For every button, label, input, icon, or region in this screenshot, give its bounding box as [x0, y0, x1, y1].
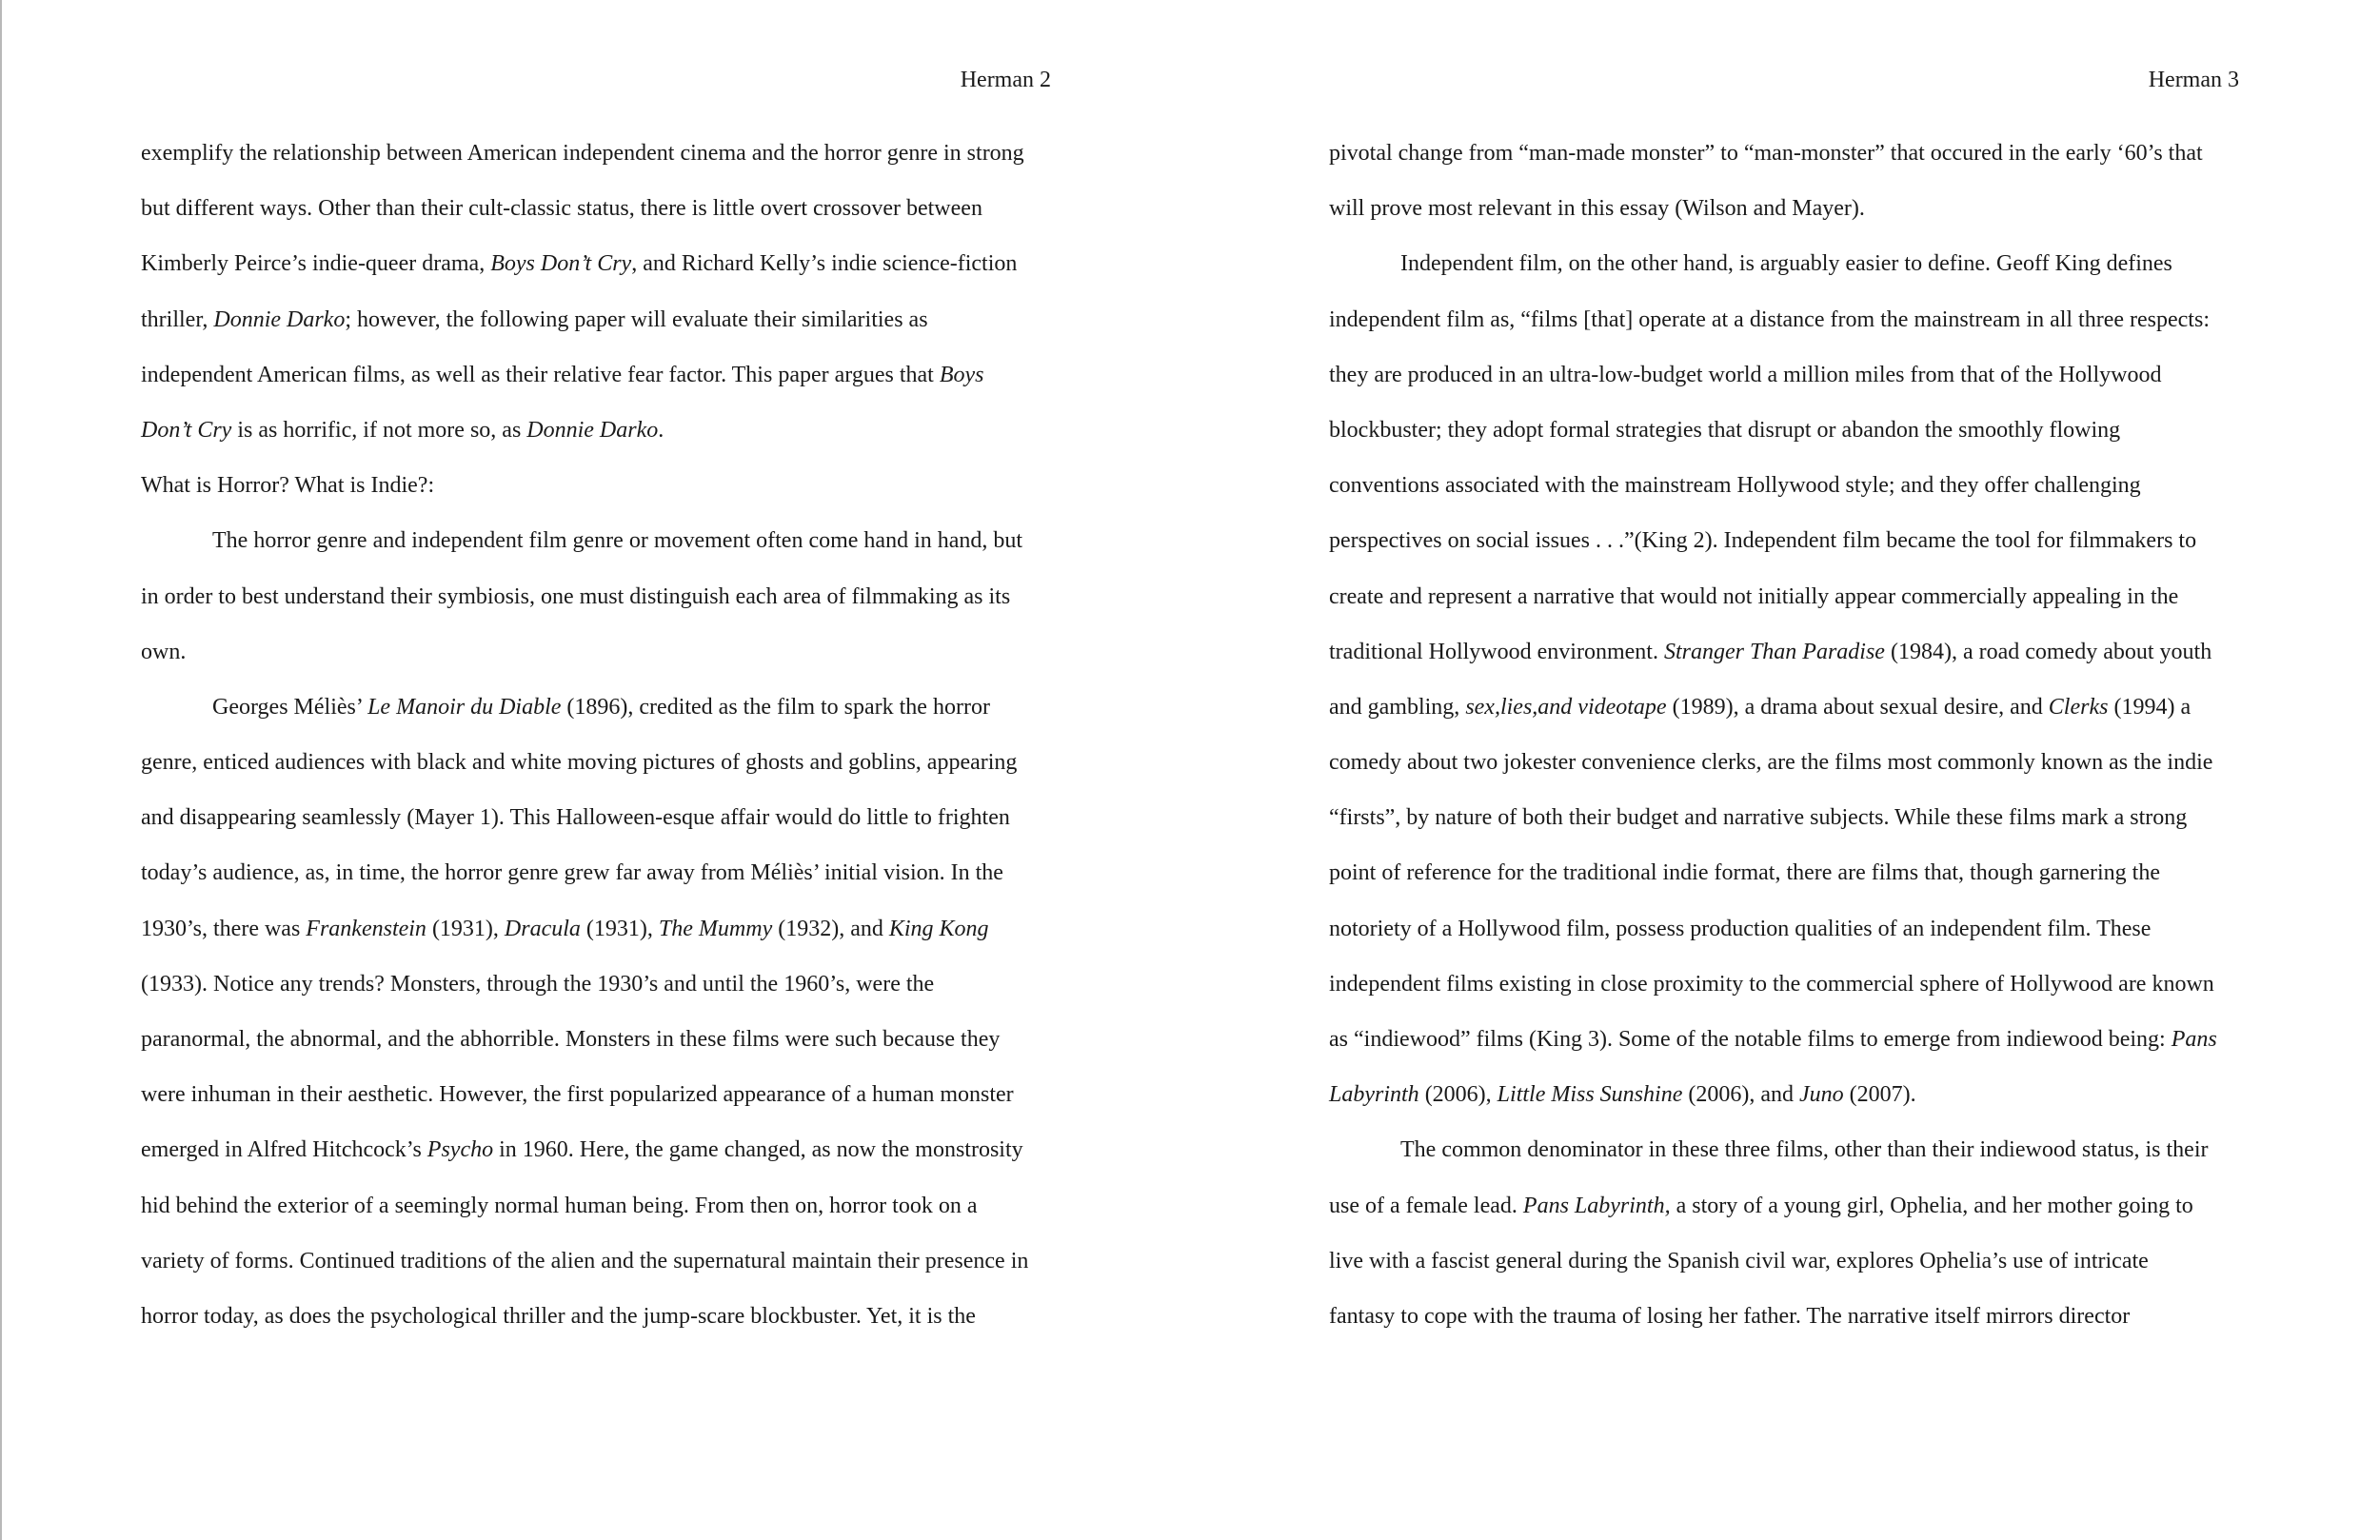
italic-title: Clerks — [2048, 694, 2109, 720]
italic-title: Donnie Darko — [526, 417, 659, 443]
text-line — [1329, 735, 2243, 790]
text-line — [1329, 901, 2243, 957]
text-run: fantasy to cope with the trauma of losing her father. The narrative itself mirrors director — [1329, 1303, 2131, 1329]
text-run: traditional Hollywood environment. — [1329, 639, 1664, 664]
text-line — [1329, 569, 2243, 624]
text-line — [141, 347, 1055, 403]
text-run: notoriety of a Hollywood film, possess production qualities of an independent film. These — [1329, 916, 2152, 941]
text-run: . — [658, 417, 664, 443]
text-run: independent film as, “films [that] operate at a distance from the mainstream in all three respects: — [1329, 306, 2210, 332]
text-line — [1329, 1012, 2243, 1067]
text-line — [141, 680, 1055, 735]
text-line — [1329, 347, 2243, 403]
page-body-text — [1329, 126, 2243, 1344]
text-run: , and Richard Kelly’s indie science-fiction — [631, 251, 1018, 277]
text-line — [141, 513, 1055, 568]
text-run: The horror genre and independent film genre or movement often come hand in hand, but — [212, 528, 1023, 554]
italic-title: Don’t Cry — [141, 417, 232, 443]
italic-title: Little Miss Sunshine — [1497, 1082, 1683, 1108]
text-line — [141, 1122, 1055, 1177]
italic-title: Pans — [2171, 1027, 2217, 1052]
text-run: (1994) a — [2108, 694, 2192, 720]
text-run: variety of forms. Continued traditions of the alien and the supernatural maintain their presence in — [141, 1248, 1029, 1273]
text-line — [1329, 845, 2243, 900]
text-line — [141, 1067, 1055, 1122]
text-line — [1329, 957, 2243, 1012]
italic-title: Dracula — [504, 916, 581, 941]
text-run: and disappearing seamlessly (Mayer 1). This Halloween-esque affair would do little to frighten — [141, 805, 1010, 831]
text-run: horror today, as does the psychological thriller and the jump-scare blockbuster. Yet, it is the — [141, 1303, 976, 1329]
text-run: blockbuster; they adopt formal strategies that disrupt or abandon the smoothly flowing — [1329, 417, 2121, 443]
text-run: “firsts”, by nature of both their budget and narrative subjects. While these films mark a strong — [1329, 805, 2188, 831]
text-line — [1329, 624, 2243, 680]
text-run: pivotal change from “man-made monster” to “man-monster” that occured in the early ‘60’s that — [1329, 141, 2203, 166]
text-run: comedy about two jokester convenience clerks — [1329, 750, 1756, 776]
italic-title: Frankenstein — [306, 916, 426, 941]
text-run: (1932), and — [772, 916, 889, 941]
text-line — [141, 292, 1055, 347]
text-run: (1989), a drama about sexual desire, and — [1666, 694, 2049, 720]
text-run: ; however, the following paper will evaluate their similarities as — [345, 306, 928, 332]
text-line — [141, 1012, 1055, 1067]
text-run: today’s audience, as, in time, the horror genre grew far away from Méliès’ initial vision. In the — [141, 860, 1003, 886]
page-left-border — [0, 0, 2, 1540]
text-line — [1329, 513, 2243, 568]
text-line — [141, 845, 1055, 900]
text-line — [141, 403, 1055, 458]
italic-title: King Kong — [888, 916, 989, 941]
text-line — [1329, 680, 2243, 735]
text-run: in order to best understand their symbiosis, one must distinguish each area of filmmaking as its — [141, 583, 1011, 609]
text-line — [1329, 1289, 2243, 1344]
italic-title: Stranger Than Paradise — [1663, 639, 1885, 664]
text-run: emerged in Alfred Hitchcock’s — [141, 1137, 427, 1163]
section-heading — [141, 458, 1055, 513]
page-body-text — [141, 126, 1055, 1344]
text-line — [1329, 1067, 2243, 1122]
text-line — [1329, 458, 2243, 513]
text-run: they are produced in an ultra-low-budget world a million miles from that of the Hollywood — [1329, 362, 2162, 387]
text-run: 1930’s, there was — [141, 916, 307, 941]
text-run: (2006), — [1418, 1082, 1497, 1108]
text-line — [1329, 236, 2243, 291]
italic-title: Pans Labyrinth, — [1522, 1193, 1671, 1218]
text-line — [141, 790, 1055, 845]
text-run: genre, enticed audiences with black and white moving pictures of ghosts and goblins, appearing — [141, 750, 1018, 776]
text-run: (1896), credited as the film to spark the horror — [561, 694, 990, 720]
italic-title: The Mummy — [658, 916, 773, 941]
text-line — [1329, 1234, 2243, 1289]
text-line — [1329, 181, 2243, 236]
text-run: were inhuman in their aesthetic. However, the first popularized appearance of a human monster — [141, 1082, 1014, 1108]
text-line — [1329, 292, 2243, 347]
italic-title: sex,lies,and videotape — [1465, 694, 1667, 720]
text-line — [141, 236, 1055, 291]
text-run: (2007). — [1843, 1082, 1916, 1108]
text-run: live with a fascist general during the Spanish civil war, explores Ophelia’s use of intricate — [1329, 1248, 2149, 1273]
text-line — [141, 1234, 1055, 1289]
text-run: Georges Méliès’ — [212, 694, 368, 720]
text-line — [141, 735, 1055, 790]
running-head: Herman 2 — [960, 68, 1051, 92]
italic-title: Psycho — [426, 1137, 494, 1163]
text-line — [141, 126, 1055, 181]
text-run: (2006), and — [1682, 1082, 1799, 1108]
text-run: independent films existing in close proximity to the commercial sphere of Hollywood are known — [1329, 971, 2214, 997]
text-run: exemplify the relationship between American independent cinema and the horror genre in strong — [141, 141, 1024, 166]
text-run: in 1960. Here, the game changed, as now the monstrosity — [493, 1137, 1023, 1163]
text-run: are the films most commonly known as the indie — [1761, 750, 2213, 776]
text-line — [1329, 1178, 2243, 1234]
text-run: perspectives on social issues . . .”(King 2). Independent film became the tool for filmmakers to — [1329, 528, 2197, 554]
text-run: hid behind the exterior of a seemingly normal human being. From then on, horror took on a — [141, 1193, 978, 1218]
text-run: The common denominator in these three films, other than their indiewood status, is their — [1400, 1137, 2209, 1163]
document-page — [141, 0, 1051, 1540]
text-run: conventions associated with the mainstream Hollywood style; and they offer challenging — [1329, 473, 2141, 499]
text-run: (1931), — [426, 916, 505, 941]
text-run: (1931), — [580, 916, 659, 941]
italic-title: Le Manoir du Diable — [367, 694, 562, 720]
text-line — [141, 569, 1055, 624]
text-line — [1329, 1122, 2243, 1177]
text-run: use of a female lead. — [1329, 1193, 1523, 1218]
document-page — [1329, 0, 2239, 1540]
text-line — [141, 624, 1055, 680]
italic-title: Donnie Darko — [213, 306, 346, 332]
text-line — [141, 901, 1055, 957]
text-run: What is Horror? What is Indie?: — [141, 473, 435, 499]
italic-title: Boys Don’t Cry — [490, 251, 632, 277]
text-run: (1933). Notice any trends? Monsters, through the 1930’s and until the 1960’s, were the — [141, 971, 935, 997]
text-line — [141, 957, 1055, 1012]
text-run: but different ways. Other than their cult-classic status, there is little overt crossover between — [141, 196, 982, 222]
text-run: paranormal, the abnormal, and the abhorrible. Monsters in these films were such because they — [141, 1027, 1001, 1052]
text-line — [1329, 126, 2243, 181]
text-run: will prove most relevant in this essay (Wilson and Mayer). — [1329, 196, 1865, 222]
text-run: create and represent a narrative that would not initially appear commercially appealing in the — [1329, 583, 2179, 609]
text-run: point of reference for the traditional indie format, there are films that, though garnering the — [1329, 860, 2160, 886]
text-run: as “indiewood” films (King 3). Some of the notable films to emerge from indiewood being: — [1329, 1027, 2172, 1052]
text-run: and gambling, — [1329, 694, 1466, 720]
text-run: thriller, — [141, 306, 214, 332]
italic-title: Labyrinth — [1329, 1082, 1419, 1108]
text-line — [141, 1178, 1055, 1234]
text-line — [1329, 790, 2243, 845]
text-run: own. — [141, 639, 187, 664]
text-run: Independent film, on the other hand, is arguably easier to define. Geoff King defines — [1400, 251, 2172, 277]
text-run: independent American films, as well as their relative fear factor. This paper argues that — [141, 362, 940, 387]
text-run: is as horrific, if not more so, as — [231, 417, 527, 443]
italic-title: , — [1755, 750, 1762, 776]
text-run: a story of a young girl, Ophelia, and her mother going to — [1670, 1193, 2193, 1218]
text-line — [1329, 403, 2243, 458]
text-run: Kimberly Peirce’s indie-queer drama, — [141, 251, 491, 277]
text-run: (1984), a road comedy about youth — [1884, 639, 2212, 664]
text-line — [141, 1289, 1055, 1344]
italic-title: Juno — [1798, 1082, 1844, 1108]
text-line — [141, 181, 1055, 236]
italic-title: Boys — [939, 362, 984, 387]
running-head: Herman 3 — [2148, 68, 2239, 92]
